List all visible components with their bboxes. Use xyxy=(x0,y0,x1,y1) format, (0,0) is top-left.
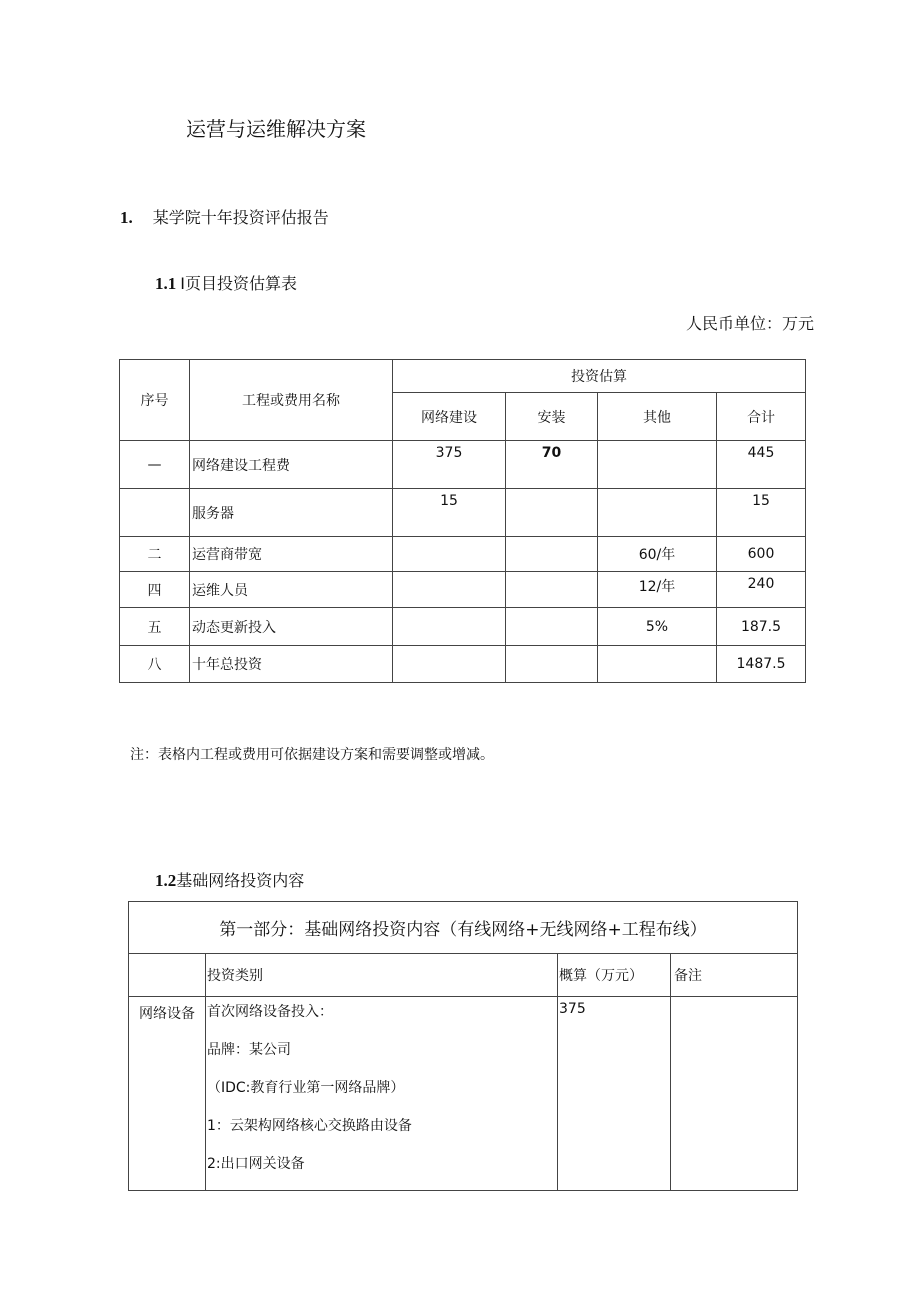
section-1-title: 某学院十年投资评估报告 xyxy=(152,208,329,227)
row-other xyxy=(598,646,717,683)
group-label: 网络设备 xyxy=(129,997,206,1191)
row-network xyxy=(393,537,506,572)
row-other xyxy=(598,489,717,537)
header-other: 其他 xyxy=(598,393,717,441)
part-title: 第一部分：基础网络投资内容（有线网络+无线网络+工程布线） xyxy=(129,902,798,954)
row-seq: 四 xyxy=(120,572,190,608)
row-seq: 八 xyxy=(120,646,190,683)
row-seq: 五 xyxy=(120,608,190,646)
remark-value xyxy=(671,997,798,1191)
table-row xyxy=(120,608,806,646)
row-other: 60/年 xyxy=(598,537,717,572)
row-install xyxy=(506,572,598,608)
header-install: 安装 xyxy=(506,393,598,441)
row-total: 600 xyxy=(717,537,806,572)
table-row xyxy=(120,646,806,683)
section-1-1-heading xyxy=(155,271,297,294)
list-item: 1：云架构网络核心交换路由设备 xyxy=(207,1118,412,1134)
row-network xyxy=(393,608,506,646)
estimate-value: 375 xyxy=(558,997,671,1191)
row-install xyxy=(506,646,598,683)
header-name: 工程或费用名称 xyxy=(190,360,393,441)
investment-estimate-table xyxy=(119,359,806,683)
section-1-heading xyxy=(120,205,329,228)
table-row xyxy=(129,997,798,1191)
row-other xyxy=(598,441,717,489)
row-name: 服务器 xyxy=(190,489,393,537)
doc-title: 运营与运维解决方案 xyxy=(186,117,366,141)
row-other: 5% xyxy=(598,608,717,646)
table-row xyxy=(120,572,806,608)
section-1-2-number: 1.2 xyxy=(155,871,177,890)
row-other: 12/年 xyxy=(598,572,717,608)
row-install: 70 xyxy=(506,441,598,489)
section-1-1-title: I页目投资估算表 xyxy=(180,274,297,293)
row-name: 动态更新投入 xyxy=(190,608,393,646)
row-seq: 二 xyxy=(120,537,190,572)
row-total: 187.5 xyxy=(717,608,806,646)
row-name: 运维人员 xyxy=(190,572,393,608)
row-name: 十年总投资 xyxy=(190,646,393,683)
header-total: 合计 xyxy=(717,393,806,441)
row-total: 240 xyxy=(717,572,806,608)
row-seq xyxy=(120,489,190,537)
row-network xyxy=(393,646,506,683)
header-estimate: 概算（万元） xyxy=(558,954,671,997)
row-name: 运营商带宽 xyxy=(190,537,393,572)
row-total: 15 xyxy=(717,489,806,537)
item-list xyxy=(206,997,558,1191)
network-investment-table xyxy=(128,901,798,1191)
row-network: 15 xyxy=(393,489,506,537)
row-seq: — xyxy=(120,441,190,489)
list-item: （IDC:教育行业第一网络品牌） xyxy=(207,1080,405,1096)
row-name: 网络建设工程费 xyxy=(190,441,393,489)
section-1-number: 1. xyxy=(120,208,133,227)
row-network: 375 xyxy=(393,441,506,489)
list-item: 品牌：某公司 xyxy=(207,1042,291,1058)
section-1-2-title: 基础网络投资内容 xyxy=(176,871,305,890)
row-install xyxy=(506,489,598,537)
list-item: 2:出口网关设备 xyxy=(207,1156,305,1172)
section-1-1-number: 1.1 xyxy=(155,274,177,293)
table-row xyxy=(120,441,806,489)
row-install xyxy=(506,537,598,572)
row-total: 1487.5 xyxy=(717,646,806,683)
section-1-2-heading xyxy=(155,868,304,891)
table-row xyxy=(120,537,806,572)
unit-label: 人民币单位：万元 xyxy=(685,314,814,333)
table-note: 注：表格内工程或费用可依据建设方案和需要调整或增减。 xyxy=(130,747,494,763)
header-seq: 序号 xyxy=(120,360,190,441)
row-network xyxy=(393,572,506,608)
row-total: 445 xyxy=(717,441,806,489)
table-row xyxy=(120,489,806,537)
header-investment-group: 投资估算 xyxy=(393,360,806,393)
row-install xyxy=(506,608,598,646)
header-network: 网络建设 xyxy=(393,393,506,441)
list-item: 首次网络设备投入： xyxy=(207,1004,333,1020)
header-remark: 备注 xyxy=(671,954,798,997)
header-category: 投资类别 xyxy=(206,954,558,997)
header-blank xyxy=(129,954,206,997)
